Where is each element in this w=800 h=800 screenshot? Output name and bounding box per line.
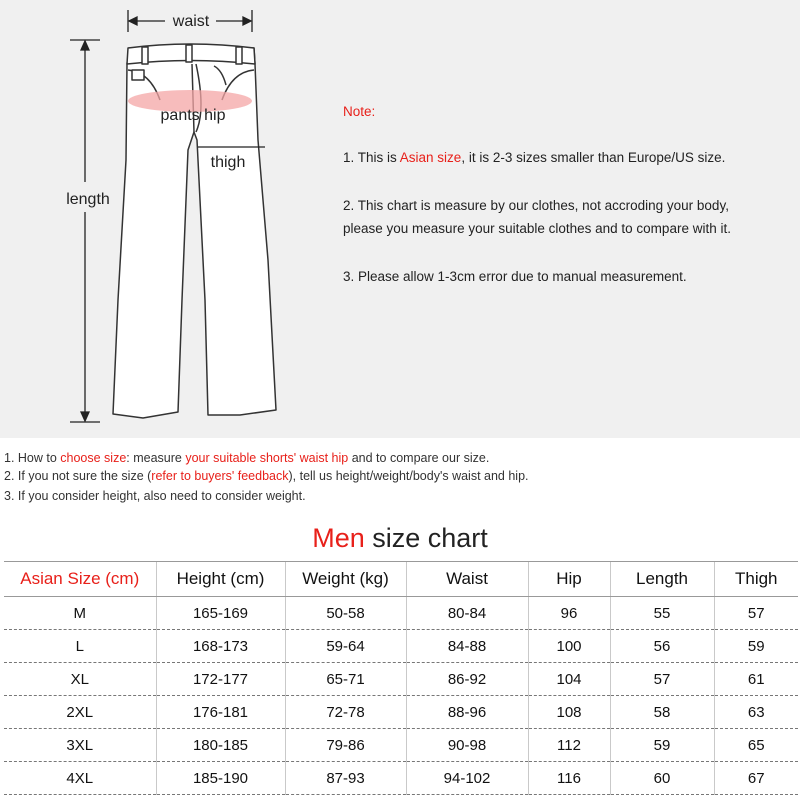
table-row	[4, 597, 798, 630]
cell-height: 185-190	[156, 762, 285, 795]
chart-title	[0, 518, 800, 558]
cell-thigh: 63	[714, 696, 798, 729]
cell-size: 4XL	[4, 762, 156, 795]
note-title: Note:	[343, 104, 376, 119]
table-row	[4, 729, 798, 762]
hip-label: pants hip	[160, 107, 226, 124]
cell-weight: 87-93	[285, 762, 406, 795]
cell-length: 56	[610, 630, 714, 663]
cell-hip: 112	[528, 729, 610, 762]
header-asian-size: Asian Size (cm)	[4, 562, 156, 597]
chart-title-rest: size chart	[364, 523, 488, 553]
note-2-line-2: please you measure your suitable clothes and to compare with it.	[343, 221, 731, 236]
note-1-highlight: Asian size	[399, 150, 462, 165]
instruction-2	[4, 467, 529, 485]
note-3: 3. Please allow 1-3cm error due to manual measurement.	[343, 269, 687, 284]
table-header-row	[4, 562, 798, 597]
instruction-1-e: and to compare our size.	[348, 451, 490, 465]
cell-height: 168-173	[156, 630, 285, 663]
cell-weight: 50-58	[285, 597, 406, 630]
cell-waist: 80-84	[406, 597, 528, 630]
cell-length: 57	[610, 663, 714, 696]
thigh-label: thigh	[210, 154, 246, 171]
cell-length: 59	[610, 729, 714, 762]
table-row	[4, 762, 798, 795]
cell-height: 180-185	[156, 729, 285, 762]
cell-thigh: 59	[714, 630, 798, 663]
instruction-2-c: ), tell us height/weight/body's waist and hip.	[288, 469, 529, 483]
cell-height: 165-169	[156, 597, 285, 630]
length-label: length	[66, 191, 110, 208]
table-row	[4, 696, 798, 729]
cell-size: 3XL	[4, 729, 156, 762]
table-row	[4, 663, 798, 696]
cell-weight: 72-78	[285, 696, 406, 729]
cell-weight: 59-64	[285, 630, 406, 663]
instruction-1-d: your suitable shorts' waist hip	[185, 451, 349, 465]
header-length: Length	[610, 562, 714, 597]
cell-size: XL	[4, 663, 156, 696]
note-1	[343, 146, 725, 169]
cell-weight: 79-86	[285, 729, 406, 762]
cell-size: L	[4, 630, 156, 663]
header-hip: Hip	[528, 562, 610, 597]
table-row	[4, 630, 798, 663]
cell-weight: 65-71	[285, 663, 406, 696]
note-2	[343, 194, 731, 240]
instruction-3: 3. If you consider height, also need to consider weight.	[4, 489, 306, 503]
cell-length: 60	[610, 762, 714, 795]
cell-thigh: 65	[714, 729, 798, 762]
header-height: Height (cm)	[156, 562, 285, 597]
cell-height: 172-177	[156, 663, 285, 696]
cell-size: 2XL	[4, 696, 156, 729]
instruction-1-c: : measure	[126, 451, 186, 465]
cell-waist: 88-96	[406, 696, 528, 729]
cell-length: 55	[610, 597, 714, 630]
cell-hip: 96	[528, 597, 610, 630]
cell-hip: 108	[528, 696, 610, 729]
cell-thigh: 61	[714, 663, 798, 696]
cell-thigh: 57	[714, 597, 798, 630]
waist-label: waist	[172, 13, 210, 30]
cell-thigh: 67	[714, 762, 798, 795]
instruction-2-b: refer to buyers' feedback	[151, 469, 289, 483]
note-1-suffix: , it is 2-3 sizes smaller than Europe/US size.	[461, 150, 726, 165]
cell-height: 176-181	[156, 696, 285, 729]
cell-length: 58	[610, 696, 714, 729]
length-arrow-icon	[70, 40, 100, 422]
instruction-2-a: 2. If you not sure the size (	[4, 469, 152, 483]
size-table	[4, 561, 798, 795]
header-thigh: Thigh	[714, 562, 798, 597]
cell-waist: 84-88	[406, 630, 528, 663]
cell-size: M	[4, 597, 156, 630]
note-1-prefix: 1. This is	[343, 150, 400, 165]
cell-waist: 86-92	[406, 663, 528, 696]
header-waist: Waist	[406, 562, 528, 597]
instruction-1-a: 1. How to	[4, 451, 61, 465]
note-2-line-1: 2. This chart is measure by our clothes, not accroding your body,	[343, 198, 729, 213]
cell-waist: 90-98	[406, 729, 528, 762]
cell-waist: 94-102	[406, 762, 528, 795]
chart-title-highlight: Men	[312, 523, 365, 553]
header-weight: Weight (kg)	[285, 562, 406, 597]
instruction-1	[4, 449, 489, 467]
instruction-1-b: choose size	[60, 451, 127, 465]
cell-hip: 104	[528, 663, 610, 696]
cell-hip: 116	[528, 762, 610, 795]
cell-hip: 100	[528, 630, 610, 663]
